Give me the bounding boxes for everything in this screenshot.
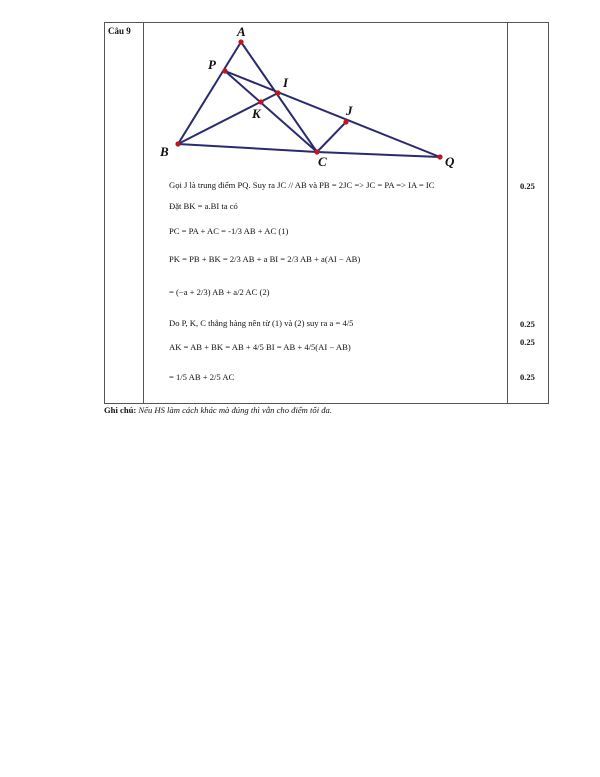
segment-pc — [225, 71, 317, 152]
solution-line-4: PK = PB + BK = 2/3 AB + a BI = 2/3 AB + a(AI − AB) — [169, 254, 361, 264]
solution-line-5: = (−a + 2/3) AB + a/2 AC (2) — [169, 287, 270, 297]
score: 0.25 — [520, 319, 535, 329]
solution-line-2: Đặt BK = a.BI ta có — [169, 201, 238, 211]
point-p — [222, 68, 227, 73]
point-i — [275, 90, 280, 95]
note — [104, 405, 332, 415]
segment-ac — [241, 42, 317, 152]
score: 0.25 — [520, 181, 535, 191]
note-label: Ghi chú: — [104, 405, 137, 415]
question-label: Câu 9 — [108, 26, 131, 36]
label-k: K — [252, 106, 261, 121]
score: 0.25 — [520, 337, 535, 347]
segment-cq — [317, 152, 440, 157]
label-i: I — [283, 75, 289, 90]
label-j: J — [346, 103, 353, 118]
solution-line-7: AK = AB + BK = AB + 4/5 BI = AB + 4/5(AI − AB) — [169, 342, 351, 352]
point-q — [437, 154, 442, 159]
label-a: A — [237, 24, 246, 39]
label-c: C — [318, 154, 327, 169]
label-q: Q — [445, 154, 455, 169]
solution-line-6: Do P, K, C thẳng hàng nên từ (1) và (2) suy ra a = 4/5 — [169, 318, 354, 328]
point-j — [343, 119, 348, 124]
point-k — [258, 99, 263, 104]
segment-bc — [178, 144, 317, 152]
table-divider — [143, 22, 144, 404]
table-divider — [507, 22, 508, 404]
note-text: Nếu HS làm cách khác mà đúng thì vẫn cho điểm tối đa. — [138, 405, 332, 415]
label-p: P — [208, 57, 216, 72]
solution-line-8: = 1/5 AB + 2/5 AC — [169, 372, 235, 382]
geometry-figure — [150, 22, 470, 172]
score: 0.25 — [520, 372, 535, 382]
point-b — [175, 141, 180, 146]
point-a — [238, 39, 243, 44]
segment-cj — [317, 122, 346, 152]
solution-line-3: PC = PA + AC = -1/3 AB + AC (1) — [169, 226, 289, 236]
label-b: B — [160, 144, 169, 159]
solution-line-1: Gọi J là trung điểm PQ. Suy ra JC // AB và PB = 2JC => JC = PA => IA = IC — [169, 180, 435, 190]
